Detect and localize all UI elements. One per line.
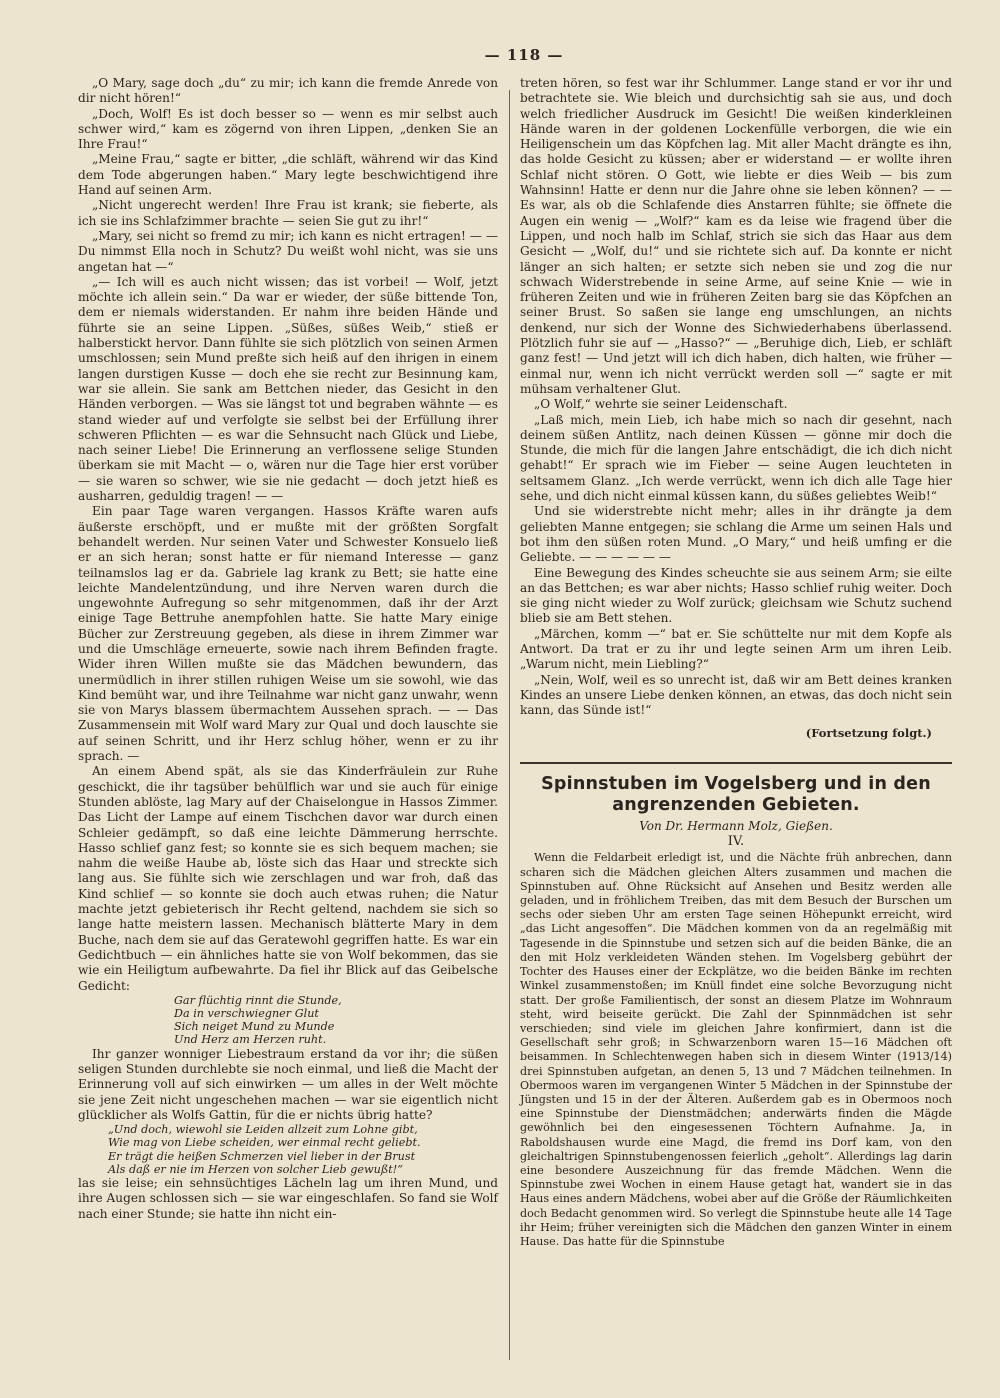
paragraph: Und sie widerstrebte nicht mehr; alles in ihr drängte ja dem geliebten Manne entgegen; sie schlang die Arme um seinen Hals und bot ihm den süßen roten Mund. „O Mary,“ und heiß umfing er die Geliebte. — — — — — — bbox=[520, 504, 952, 565]
paragraph: „Mary, sei nicht so fremd zu mir; ich kann es nicht ertragen! — — Du nimmst Ella noch in Schutz? Du weißt wohl nicht, was sie uns angetan hat —“ bbox=[78, 228, 498, 274]
paragraph: Eine Bewegung des Kindes scheuchte sie aus seinem Arm; sie eilte an das Bettchen; es war aber nichts; Hasso schlief ruhig weiter. Doch sie ging nicht wieder zu Wolf zurück; gleichsam wie Schutz suchend blieb sie am Bett stehen. bbox=[520, 565, 952, 626]
paragraph: treten hören, so fest war ihr Schlummer. Lange stand er vor ihr und betrachtete sie. Wie bleich und durchsichtig sah sie aus, und doch welch friedlicher Ausdruck im Gesicht! Die weißen kinderkleinen Hände waren in der goldenen Lockenfülle verborgen, die wie ein Heiligenschein um das Köpfchen lag. Mit aller Macht drängte es ihn, das holde Gesicht zu küssen; aber er widerstand — er wollte ihren Schlaf nicht stören. O Gott, wie liebte er dies Weib — bis zum Wahnsinn! Hatte er denn nur die Jahre ohne sie leben können? — — Es war, als ob die Schlafende dies Anstarren fühlte; sie öffnete die Augen ein wenig — „Wolf?“ kam es da leise wie fragend über die Lippen, und noch halb im Schlaf, strich sie sich das Haar aus dem Gesicht — „Wolf, du!“ und sie richtete sich auf. Da konnte er nicht länger an sich halten; er setzte sich neben sie und zog die nur schwach Widerstrebende in seine Arme, auf seine Knie — wie in früheren Zeiten und wie in früheren Zeiten barg sie das Köpfchen an seiner Brust. So saßen sie lange eng umschlungen, an nichts denkend, nur sich der Wonne des Sichwiederhabens überlassend. Plötzlich fuhr sie auf — „Hasso?“ — „Beruhige dich, Lieb, er schläft ganz fest! — Und jetzt will ich dich haben, dich halten, wie früher — einmal nur, wenn ich nicht verrückt werden soll —“ sagte er mit mühsam verhaltener Glut. bbox=[520, 76, 952, 396]
paragraph: las sie leise; ein sehnsüchtiges Lächeln lag um ihren Mund, und ihre Augen schlossen sich — sie war eingeschlafen. So fand sie Wolf nach einer Stunde; sie hatte ihn nicht ein- bbox=[78, 1175, 498, 1221]
poem-line: Da in verschwiegner Glut bbox=[174, 1007, 319, 1021]
article-body bbox=[520, 851, 952, 1249]
paragraph: An einem Abend spät, als sie das Kinderfräulein zur Ruhe geschickt, die ihr tagsüber behülflich war und sie auch für einige Stunden ablöste, lag Mary auf der Chaiselongue in Hassos Zimmer. Das Licht der Lampe auf einem Tischchen davor war durch einen Schleier gedämpft, so daß eine leichte Dämmerung herrschte. Hasso schlief ganz fest; so konnte sie es sich bequem machen; sie nahm die weiße Haube ab, löste sich das Haar und streckte sich lang aus. Sie fühlte sich wie zerschlagen und war froh, daß das Kind schlief — so konnte sie doch auch etwas ruhen; die Natur machte jetzt gebieterisch ihr Recht geltend, nachdem sie sich so lange hatte meistern lassen. Mechanisch blätterte Mary in dem Buche, nach dem sie auf das Geratewohl gegriffen hatte. Es war ein Gedichtbuch — ein ähnliches hatte sie von Wolf bekommen, das sie wie ein Heiligtum aufbewahrte. Da fiel ihr Blick auf das Geibelsche Gedicht: bbox=[78, 764, 498, 993]
paragraph: „Doch, Wolf! Es ist doch besser so — wenn es mir selbst auch schwer wird,“ kam es zögernd von ihren Lippen, „denken Sie an Ihre Frau!“ bbox=[78, 106, 498, 152]
section-numeral: IV. bbox=[727, 834, 745, 850]
page-number: — 118 — bbox=[484, 46, 564, 64]
right-column bbox=[520, 76, 952, 1249]
verse-line: Wie mag von Liebe scheiden, wer einmal recht geliebt. bbox=[108, 1136, 421, 1150]
continuation-note: (Fortsetzung folgt.) bbox=[805, 726, 932, 741]
paragraph: „O Mary, sage doch „du“ zu mir; ich kann die fremde Anrede von dir nicht hören!“ bbox=[78, 76, 498, 106]
paragraph: „Märchen, komm —“ bat er. Sie schüttelte nur mit dem Kopfe als Antwort. Da trat er zu ihr und legte seinen Arm um ihren Leib. „Warum nicht, mein Liebling?“ bbox=[520, 626, 952, 672]
column-divider bbox=[509, 90, 510, 1360]
article-separator bbox=[520, 762, 952, 764]
verse-quote bbox=[108, 1123, 498, 1176]
paragraph: „Meine Frau,“ sagte er bitter, „die schläft, während wir das Kind dem Tode abgerungen haben.“ Mary legte beschwichtigend ihre Hand auf seinen Arm. bbox=[78, 152, 498, 198]
verse-line: „Und doch, wiewohl sie Leiden allzeit zum Lohne gibt, bbox=[108, 1123, 418, 1137]
paragraph: „Nein, Wolf, weil es so unrecht ist, daß wir am Bett deines kranken Kindes an unsere Liebe denken können, an etwas, das doch nicht sein kann, das Sünde ist!“ bbox=[520, 672, 952, 718]
poem-line: Und Herz am Herzen ruht. bbox=[174, 1033, 327, 1047]
poem-line: Sich neiget Mund zu Munde bbox=[174, 1020, 335, 1034]
geibel-poem bbox=[174, 994, 498, 1047]
article-byline: Von Dr. Hermann Molz, Gießen. bbox=[639, 819, 833, 834]
paragraph: Wenn die Feldarbeit erledigt ist, und die Nächte früh anbrechen, dann scharen sich die Mädchen gleichen Alters zusammen und machen die Spinnstuben auf. Ohne Rücksicht auf Ansehen und Besitz werden alle geladen, und in fröhlichem Treiben, das mit dem Besuch der Burschen um sechs oder sieben Uhr am ersten Tage seinen Höhepunkt erreicht, wird „das Licht angesoffen“. Die Mädchen kommen von da an regelmäßig mit Tagesende in die Spinnstube und setzen sich auf die beiden Bänke, die an den mit Holz verkleideten Wänden stehen. Im Vogelsberg gebührt der Tochter des Hauses einer der Eckplätze, wo die beiden Bänke im rechten Winkel zusammenstoßen; im Knüll findet eine solche Bevorzugung nicht statt. Der große Familientisch, der sonst an diesem Platze im Wohnraum steht, wird beiseite gerückt. Die Zahl der Spinnmädchen ist sehr verschieden; sind viele im gleichen Jahre konfirmiert, dann ist die Gesellschaft sehr groß; in Schwarzenborn waren 15—16 Mädchen oft beisammen. In Schlechtenwegen haben sich in diesem Winter (1913/14) drei Spinnstuben aufgetan, an denen 5, 13 und 7 Mädchen teilnehmen. In Obermoos waren im vergangenen Winter 5 Mädchen in der Spinnstube der Jüngsten und 15 in der der Älteren. Außerdem gab es in Obermoos noch eine Spinnstube der Dienstmädchen; anderwärts finden die Mägde gewöhnlich bei den eingesessenen Töchtern Aufnahme. Ja, in Raboldshausen wurde eine Magd, die fremd ins Dorf kam, von den gleichaltrigen Spinnstubengenossen feierlich „geholt“. Allerdings lag darin eine besondere Auszeichnung für das fremde Mädchen. Wenn die Spinnstube zwei Wochen in einem Hause getagt hat, wandert sie in das Haus eines andern Mädchens, wobei aber auf die Größe der Räumlichkeiten doch Bedacht genommen wird. So verlegt die Spinnstube heute alle 14 Tage ihr Heim; früher vereinigten sich die Mädchen den ganzen Winter in einem Hause. Das hatte für die Spinnstube bbox=[520, 851, 952, 1248]
verse-line: Als daß er nie im Herzen von solcher Lieb gewußt!“ bbox=[108, 1162, 404, 1176]
poem-line: Gar flüchtig rinnt die Stunde, bbox=[174, 993, 342, 1007]
paragraph: „Laß mich, mein Lieb, ich habe mich so nach dir gesehnt, nach deinem süßen Antlitz, nach deinen Küssen — gönne mir doch die Stunde, die mich für die langen Jahre entschädigt, die ich dich nicht gehabt!“ Er sprach wie im Fieber — seine Augen leuchteten in seltsamem Glanz. „Ich werde verrückt, wenn ich dich alle Tage hier sehe, und dich nicht einmal küssen kann, du süßes geliebtes Weib!“ bbox=[520, 412, 952, 504]
paragraph: „Nicht ungerecht werden! Ihre Frau ist krank; sie fieberte, als ich sie ins Schlafzimmer brachte — seien Sie gut zu ihr!“ bbox=[78, 198, 498, 228]
article-headline: Spinnstuben im Vogelsberg und in den angrenzenden Gebieten. bbox=[541, 774, 931, 816]
left-column bbox=[78, 76, 498, 1222]
paragraph: Ein paar Tage waren vergangen. Hassos Kräfte waren aufs äußerste erschöpft, und er mußte mit der größten Sorgfalt behandelt werden. Nur seinen Vater und Schwester Konsuelo ließ er an sich heran; sonst hatte er für niemand Interesse — ganz teilnamslos lag er da. Gabriele lag krank zu Bett; sie hatte eine leichte Mandelentzündung, und ihre Nerven waren durch die ungewohnte Aufregung so sehr mitgenommen, daß ihr der Arzt einige Tage Bettruhe anempfohlen hatte. Sie hatte Mary einige Bücher zur Zerstreuung gegeben, als diese in ihrem Zimmer war und die Umschläge erneuerte, sowie nach ihrem Befinden fragte. Wider ihren Willen mußte sie das Mädchen bewundern, das unermüdlich in ihrer stillen ruhigen Weise um sie sowohl, wie das Kind bemüht war, und ihre Teilnahme war nicht ganz unwahr, wenn sie von Marys blassem übermachtem Aussehen sprach. — — Das Zusammensein mit Wolf ward Mary zur Qual und doch lauschte sie auf seinen Schritt, und ihr Herz schlug höher, wenn er zu ihr sprach. — bbox=[78, 504, 498, 764]
paragraph: „O Wolf,“ wehrte sie seiner Leidenschaft. bbox=[534, 397, 788, 412]
paragraph: „— Ich will es auch nicht wissen; das ist vorbei! — Wolf, jetzt möchte ich allein sein.“ Da war er wieder, der süße bittende Ton, dem er niemals widerstanden. Er nahm ihre beiden Hände und führte sie an seine Lippen. „Süßes, süßes Weib,“ stieß er halberstickt hervor. Dann fühlte sie sich plötzlich von seinen Armen umschlossen; sein Mund preßte sich heiß auf den ihrigen in einem langen durstigen Kusse — doch ehe sie recht zur Besinnung kam, war sie allein. Sie sank am Bettchen nieder, das Gesicht in den Händen verborgen. — Was sie längst tot und begraben wähnte — es stand wieder auf und verfolgte sie selbst bei der Erfüllung ihrer schweren Pflichten — es war die Sehnsucht nach Glück und Liebe, nach seiner Liebe! Die Erinnerung an verflossene selige Stunden überkam sie mit Macht — o, wären nur die Tage hier erst vorüber — sie waren so schwer, wie sie nie gedacht — doch jetzt hieß es ausharren, geduldig tragen! — — bbox=[78, 274, 498, 504]
paragraph: Ihr ganzer wonniger Liebestraum erstand da vor ihr; die süßen seligen Stunden durchlebte sie noch einmal, und ließ die Macht der Erinnerung voll auf sich einwirken — um alles in der Welt möchte sie jene Zeit nicht ungeschehen machen — war sie eigentlich nicht glücklicher als Wolfs Gattin, für die er nichts übrig hatte? bbox=[78, 1046, 498, 1122]
verse-line: Er trägt die heißen Schmerzen viel lieber in der Brust bbox=[108, 1149, 416, 1163]
